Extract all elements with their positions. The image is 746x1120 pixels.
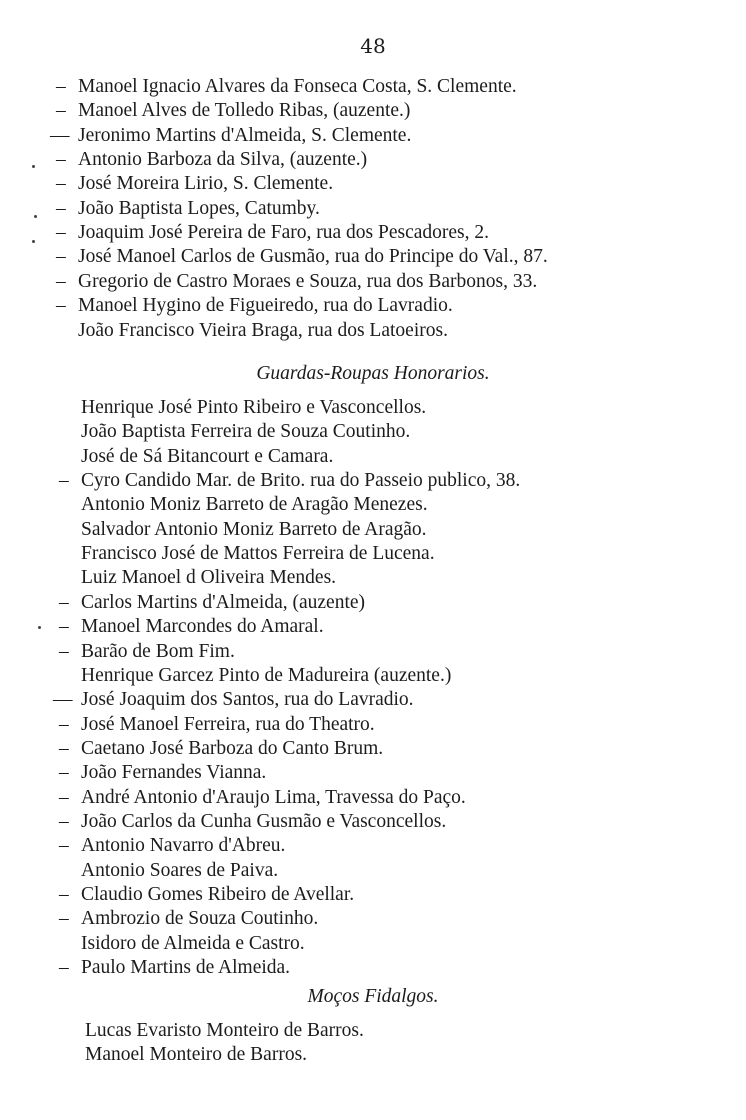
section-heading: Guardas-Roupas Honorarios. — [256, 363, 490, 384]
list-item — [0, 172, 746, 196]
list-item — [0, 493, 746, 517]
entry-dash: – — [59, 616, 69, 637]
list-item — [0, 786, 746, 810]
entry-text: Barão de Bom Fim. — [81, 641, 235, 662]
entry-text: André Antonio d'Araujo Lima, Travessa do Paço. — [81, 787, 466, 808]
list-item — [0, 761, 746, 785]
entry-dash: – — [59, 738, 69, 759]
list-item — [0, 859, 746, 883]
list-item — [0, 445, 746, 469]
entry-text: Cyro Candido Mar. de Brito. rua do Passeio publico, 38. — [81, 470, 521, 491]
list-item — [0, 713, 746, 737]
list-item — [0, 907, 746, 931]
entry-dash: – — [56, 271, 66, 292]
entry-text: Manoel Monteiro de Barros. — [85, 1044, 308, 1065]
entry-text: Paulo Martins de Almeida. — [81, 957, 291, 978]
entry-text: Gregorio de Castro Moraes e Souza, rua dos Barbonos, 33. — [78, 271, 538, 292]
entry-text: Manoel Hygino de Figueiredo, rua do Lavradio. — [78, 295, 453, 316]
entry-dash: – — [59, 811, 69, 832]
entry-text: Antonio Soares de Paiva. — [81, 860, 279, 881]
entry-text: Caetano José Barboza do Canto Brum. — [81, 738, 384, 759]
entry-text: Antonio Moniz Barreto de Aragão Menezes. — [81, 494, 428, 515]
entry-text: José Joaquim dos Santos, rua do Lavradio. — [81, 689, 414, 710]
entry-dash: – — [56, 222, 66, 243]
entry-dash: – — [59, 957, 69, 978]
list-item — [0, 956, 746, 980]
entry-text: Manoel Alves de Tolledo Ribas, (auzente.) — [78, 100, 411, 121]
entry-text: Henrique José Pinto Ribeiro e Vasconcellos. — [81, 397, 427, 418]
list-item — [0, 518, 746, 542]
entry-dash: – — [59, 884, 69, 905]
page-number: 48 — [360, 34, 386, 58]
entry-dash: – — [56, 295, 66, 316]
entry-dash: – — [59, 714, 69, 735]
entry-text: Antonio Navarro d'Abreu. — [81, 835, 286, 856]
list-item — [0, 75, 746, 99]
entry-text: Salvador Antonio Moniz Barreto de Aragão. — [81, 519, 427, 540]
list-item — [0, 124, 746, 148]
ink-speck — [32, 240, 35, 243]
section-heading: Moços Fidalgos. — [307, 986, 439, 1007]
list-item — [0, 664, 746, 688]
entry-dash: – — [59, 787, 69, 808]
list-item — [0, 810, 746, 834]
list-item — [0, 1043, 746, 1067]
entry-text: José Moreira Lirio, S. Clemente. — [78, 173, 334, 194]
list-item — [0, 197, 746, 221]
ink-speck — [34, 215, 37, 218]
list-item — [0, 566, 746, 590]
entry-text: Ambrozio de Souza Coutinho. — [81, 908, 319, 929]
list-item — [0, 1019, 746, 1043]
entry-dash: – — [56, 246, 66, 267]
list-item — [0, 932, 746, 956]
entry-text: Francisco José de Mattos Ferreira de Lucena. — [81, 543, 435, 564]
entry-dash: – — [56, 198, 66, 219]
entry-text: Joaquim José Pereira de Faro, rua dos Pescadores, 2. — [78, 222, 490, 243]
entry-text: Antonio Barboza da Silva, (auzente.) — [78, 149, 368, 170]
entry-dash: – — [59, 908, 69, 929]
entry-text: João Fernandes Vianna. — [81, 762, 267, 783]
list-item — [0, 294, 746, 318]
entry-text: Manoel Marcondes do Amaral. — [81, 616, 324, 637]
ink-speck — [38, 626, 41, 629]
list-item — [0, 148, 746, 172]
entry-text: Isidoro de Almeida e Castro. — [81, 933, 305, 954]
entry-text: José Manoel Carlos de Gusmão, rua do Principe do Val., 87. — [78, 246, 548, 267]
entry-text: Luiz Manoel d Oliveira Mendes. — [81, 567, 337, 588]
list-item — [0, 420, 746, 444]
list-item — [0, 319, 746, 343]
entry-text: João Baptista Lopes, Catumby. — [78, 198, 320, 219]
list-item — [0, 640, 746, 664]
entry-dash: – — [59, 762, 69, 783]
entry-text: Carlos Martins d'Almeida, (auzente) — [81, 592, 366, 613]
list-item — [0, 883, 746, 907]
entry-dash: – — [56, 76, 66, 97]
list-item — [0, 542, 746, 566]
entry-text: Henrique Garcez Pinto de Madureira (auzente.) — [81, 665, 452, 686]
list-item — [0, 221, 746, 245]
entry-dash: – — [56, 100, 66, 121]
entry-dash: – — [59, 641, 69, 662]
list-item — [0, 270, 746, 294]
entry-dash: — — [53, 689, 73, 710]
entry-text: Claudio Gomes Ribeiro de Avellar. — [81, 884, 355, 905]
list-item — [0, 834, 746, 858]
entry-text: João Carlos da Cunha Gusmão e Vasconcellos. — [81, 811, 447, 832]
entry-dash: – — [59, 592, 69, 613]
list-item — [0, 615, 746, 639]
entry-dash: – — [56, 149, 66, 170]
entry-text: José Manoel Ferreira, rua do Theatro. — [81, 714, 375, 735]
entry-dash: – — [59, 470, 69, 491]
list-item — [0, 245, 746, 269]
entry-text: João Francisco Vieira Braga, rua dos Latoeiros. — [78, 320, 448, 341]
list-item — [0, 591, 746, 615]
entry-dash: – — [59, 835, 69, 856]
entry-dash: — — [50, 125, 70, 146]
list-item — [0, 469, 746, 493]
entry-text: Lucas Evaristo Monteiro de Barros. — [85, 1020, 364, 1041]
entry-text: José de Sá Bitancourt e Camara. — [81, 446, 334, 467]
list-item — [0, 99, 746, 123]
entry-dash: – — [56, 173, 66, 194]
list-item — [0, 688, 746, 712]
ink-speck — [32, 165, 35, 168]
entry-text: João Baptista Ferreira de Souza Coutinho. — [81, 421, 411, 442]
entry-text: Jeronimo Martins d'Almeida, S. Clemente. — [78, 125, 412, 146]
list-item — [0, 396, 746, 420]
entry-text: Manoel Ignacio Alvares da Fonseca Costa, S. Clemente. — [78, 76, 517, 97]
list-item — [0, 737, 746, 761]
